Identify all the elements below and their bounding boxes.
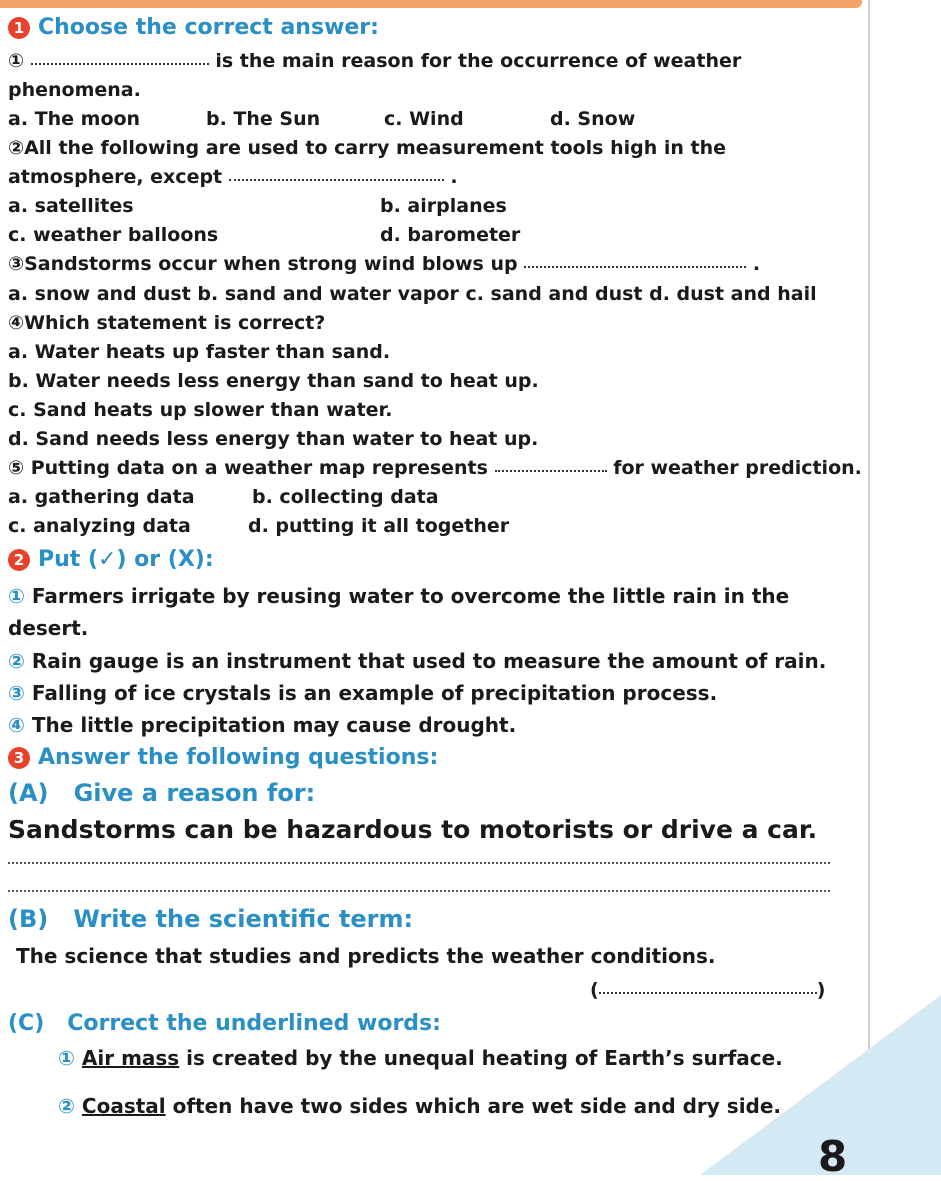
q3-a-heading: (A) Give a reason for: [8,779,316,807]
q3-heading: 3 Answer the following questions: [8,746,438,770]
q1-item-1-option-b: b. The Sun [206,108,321,130]
q1-item-4-option-d: d. Sand needs less energy than water to heat up. [8,428,539,450]
answer-line[interactable] [8,890,830,892]
q2-item-2: ② Rain gauge is an instrument that used to measure the amount of rain. [8,649,827,673]
q1-item-1-option-d: d. Snow [550,108,636,130]
answer-blank[interactable] [31,49,209,65]
q1-item-2-option-a: a. satellites [8,195,134,217]
q1-item-2-stem-cont: atmosphere, except . [8,166,458,188]
q1-item-2-stem: ②All the following are used to carry measurement tools high in the [8,137,727,159]
q1-item-1-option-c: c. Wind [384,108,464,130]
answer-blank[interactable] [524,252,746,268]
q1-badge: 1 [8,17,30,39]
q2-item-1: ① Farmers irrigate by reusing water to overcome the little rain in the [8,584,790,608]
answer-blank[interactable] [495,456,607,472]
q1-item-4-option-c: c. Sand heats up slower than water. [8,399,393,421]
answer-line[interactable] [8,862,830,864]
q2-heading: 2 Put (✓) or (X): [8,548,214,572]
q1-item-4-option-b: b. Water needs less energy than sand to heat up. [8,370,539,392]
q1-item-3-options: a. snow and dust b. sand and water vapor c. sand and dust d. dust and hail [8,283,817,305]
page-edge-line [868,0,870,1175]
q1-item-5-stem: ⑤ Putting data on a weather map represents for weather prediction. [8,457,862,479]
q3-c-item-2: ② Coastal often have two sides which are wet side and dry side. [58,1094,782,1118]
q3-a-text: Sandstorms can be hazardous to motorists or drive a car. [8,815,818,844]
q1-item-3-stem: ③Sandstorms occur when strong wind blows up . [8,253,761,275]
q2-badge: 2 [8,549,30,571]
q2-item-1-cont: desert. [8,616,89,640]
q2-item-4: ④ The little precipitation may cause drought. [8,713,517,737]
q3-c-item-1: ① Air mass is created by the unequal heating of Earth’s surface. [58,1046,783,1070]
q1-item-1-option-a: a. The moon [8,108,141,130]
q1-item-2-option-b: b. airplanes [380,195,507,217]
q3-b-heading: (B) Write the scientific term: [8,905,414,933]
q1-item-5-option-d: d. putting it all together [248,515,510,537]
q2-item-3: ③ Falling of ice crystals is an example of precipitation process. [8,681,718,705]
answer-blank[interactable] [599,978,817,994]
q1-item-5-option-b: b. collecting data [252,486,439,508]
q1-item-5-option-c: c. analyzing data [8,515,191,537]
q1-item-2-option-c: c. weather balloons [8,224,219,246]
q1-item-5-option-a: a. gathering data [8,486,195,508]
q3-badge: 3 [8,747,30,769]
q3-b-answer: ( ) [590,979,826,1001]
top-accent-bar [0,0,862,8]
q1-item-1-stem-cont: phenomena. [8,79,141,101]
page-number: 8 [818,1132,848,1181]
q1-item-2-option-d: d. barometer [380,224,521,246]
q1-heading: 1 Choose the correct answer: [8,16,379,40]
q3-c-heading: (C) Correct the underlined words: [8,1011,441,1036]
q1-item-4-option-a: a. Water heats up faster than sand. [8,341,391,363]
q3-b-text: The science that studies and predicts the weather conditions. [16,944,716,968]
q1-item-4-stem: ④Which statement is correct? [8,312,326,334]
q1-item-1-stem: ① is the main reason for the occurrence of weather [8,50,742,72]
answer-blank[interactable] [229,165,444,181]
